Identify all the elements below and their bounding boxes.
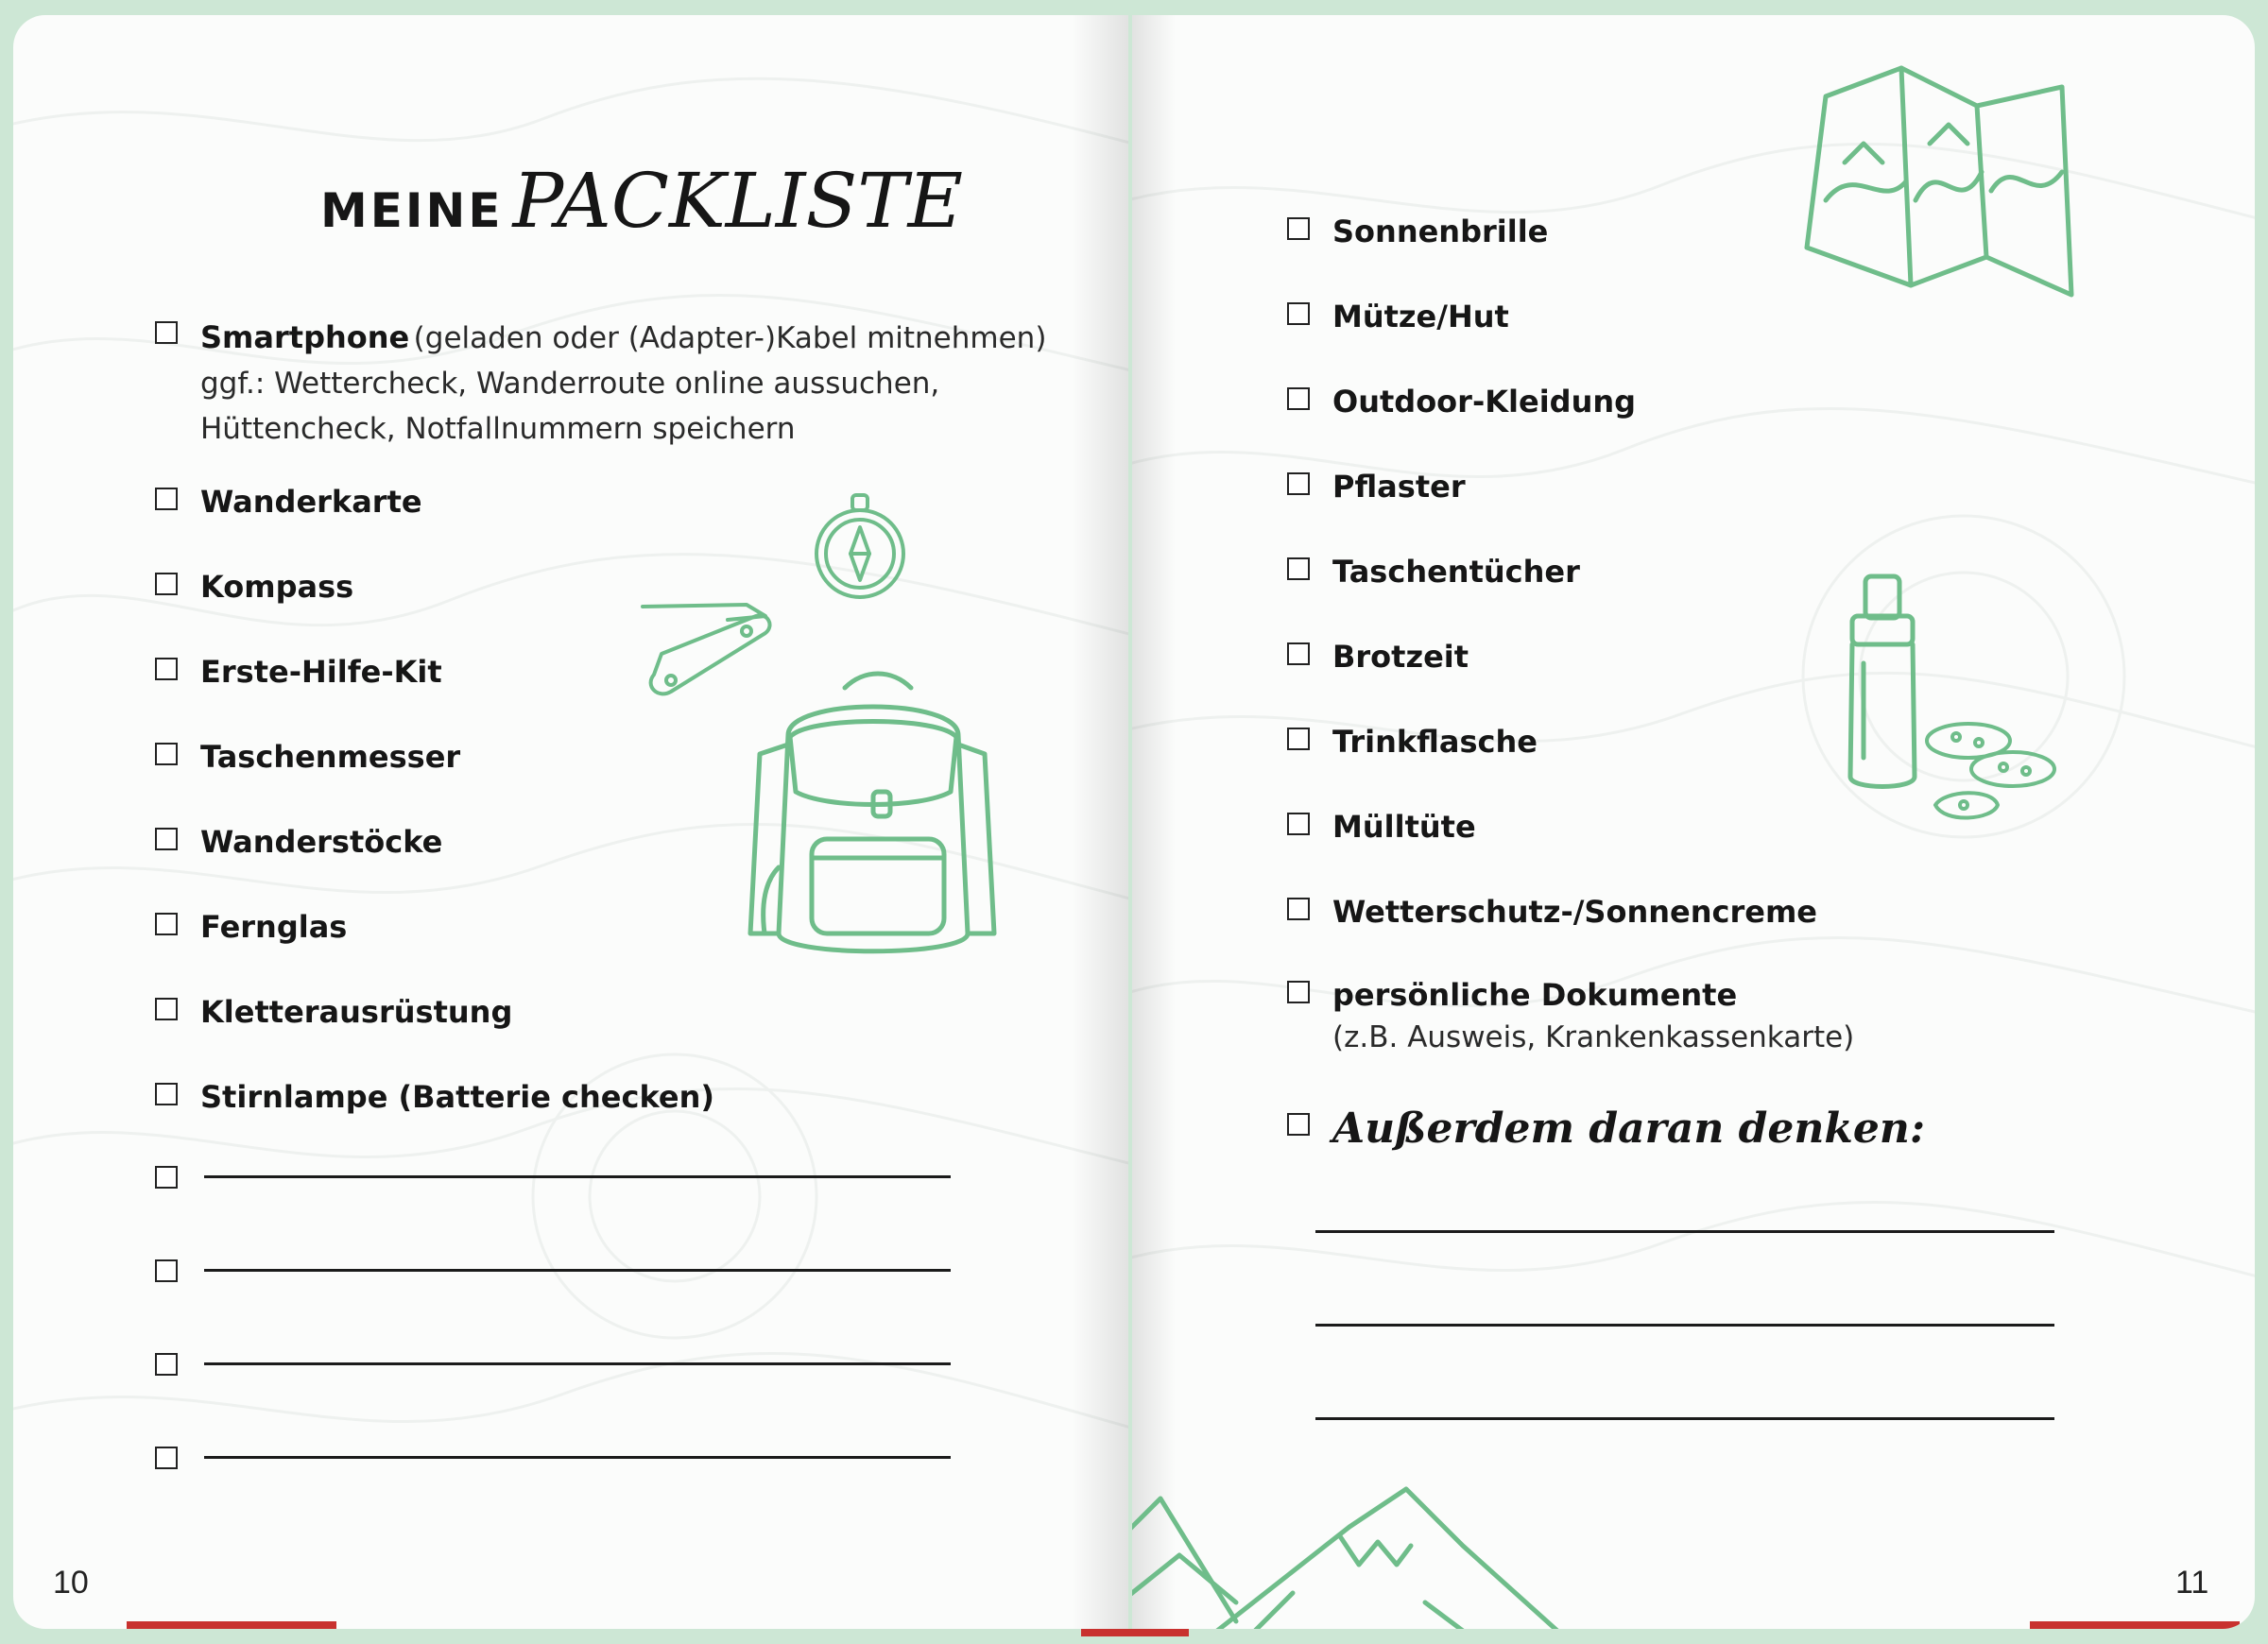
- checklist-item-ausserdem[interactable]: [1287, 1107, 1925, 1151]
- folded-map-icon: [1788, 59, 2109, 323]
- checkbox[interactable]: [155, 998, 178, 1020]
- item-label: Trinkflasche: [1332, 724, 1538, 760]
- write-line[interactable]: [204, 1175, 951, 1178]
- checkbox[interactable]: [1287, 728, 1310, 750]
- title-part-packliste: PACKLISTE: [512, 157, 964, 245]
- item-label: Outdoor-Kleidung: [1332, 384, 1637, 420]
- item-label: Fernglas: [200, 909, 348, 945]
- checkbox[interactable]: [1287, 1113, 1310, 1136]
- item-subtext: (z.B. Ausweis, Krankenkassenkarte): [1332, 1020, 1855, 1054]
- write-line[interactable]: [204, 1269, 951, 1272]
- item-label: Mütze/Hut: [1332, 299, 1509, 334]
- checklist-item-taschenmesser[interactable]: [155, 737, 460, 777]
- checkbox[interactable]: [155, 1083, 178, 1105]
- checkbox[interactable]: [155, 913, 178, 935]
- blank-entry-checkbox[interactable]: [155, 1347, 200, 1376]
- left-page: [13, 15, 1128, 1629]
- write-line[interactable]: [204, 1456, 951, 1459]
- cookies-icon: [1916, 714, 2068, 856]
- title-part-meine: MEINE: [320, 183, 504, 238]
- right-page: [1132, 15, 2255, 1629]
- checkbox[interactable]: [1287, 472, 1310, 495]
- checklist-item-fernglas[interactable]: [155, 907, 347, 947]
- extra-heading: Außerdem daran denken:: [1332, 1105, 1926, 1153]
- item-label: Mülltüte: [1332, 809, 1476, 845]
- item-label: Wanderstöcke: [200, 824, 443, 860]
- write-line[interactable]: [1315, 1230, 2054, 1233]
- item-label: Taschentücher: [1332, 554, 1580, 590]
- blank-entry-checkbox[interactable]: [155, 1254, 200, 1282]
- checklist-item-sonnencreme[interactable]: [1287, 892, 1817, 932]
- page-gutter-shadow: [1132, 15, 1176, 1629]
- checkbox[interactable]: [155, 1447, 178, 1469]
- item-subtext: Hüttencheck, Notfallnummern speichern: [200, 412, 796, 446]
- checklist-item-taschentuecher[interactable]: [1287, 552, 1580, 591]
- checkbox[interactable]: [155, 743, 178, 765]
- checklist-item-sonnenbrille[interactable]: [1287, 212, 1548, 251]
- checklist-item-dokumente[interactable]: [1287, 975, 1854, 1060]
- checklist-item-kompass[interactable]: [155, 567, 353, 607]
- item-label: Smartphone: [200, 319, 410, 355]
- checkbox[interactable]: [155, 658, 178, 680]
- item-label: Taschenmesser: [200, 739, 461, 775]
- checkbox[interactable]: [1287, 813, 1310, 835]
- write-line[interactable]: [1315, 1417, 2054, 1420]
- bookmark-ribbon: [2030, 1621, 2240, 1629]
- checklist-item-outdoor-kleidung[interactable]: [1287, 382, 1636, 421]
- checkbox[interactable]: [155, 1166, 178, 1189]
- checkbox[interactable]: [1287, 387, 1310, 410]
- item-subtext: ggf.: Wettercheck, Wanderroute online aussuchen,: [200, 367, 940, 401]
- checklist-item-kletterausruestung[interactable]: [155, 992, 512, 1032]
- backpack-icon: [731, 650, 1015, 981]
- page-gutter-shadow: [1072, 15, 1128, 1629]
- checklist-item-wanderstoecke[interactable]: [155, 822, 442, 862]
- checkbox[interactable]: [1287, 898, 1310, 920]
- checkbox[interactable]: [1287, 217, 1310, 240]
- item-label: Kletterausrüstung: [200, 994, 513, 1030]
- page-title: [320, 157, 963, 245]
- checkbox[interactable]: [155, 1259, 178, 1282]
- checkbox[interactable]: [1287, 302, 1310, 325]
- item-label: persönliche Dokumente: [1332, 977, 1738, 1013]
- item-label: Erste-Hilfe-Kit: [200, 654, 442, 690]
- checklist-item-erste-hilfe-kit[interactable]: [155, 652, 442, 692]
- blank-entry-checkbox[interactable]: [155, 1160, 200, 1189]
- bookmark-ribbon: [127, 1621, 336, 1629]
- checkbox[interactable]: [155, 573, 178, 595]
- checkbox[interactable]: [1287, 557, 1310, 580]
- item-label: Wanderkarte: [200, 484, 422, 520]
- checkbox[interactable]: [1287, 642, 1310, 665]
- item-label: Pflaster: [1332, 469, 1466, 505]
- blank-entry-checkbox[interactable]: [155, 1441, 200, 1469]
- item-label: Stirnlampe (Batterie checken): [200, 1079, 714, 1115]
- checklist-item-wanderkarte[interactable]: [155, 482, 422, 522]
- checkbox[interactable]: [155, 321, 178, 344]
- write-line[interactable]: [204, 1362, 951, 1365]
- write-line[interactable]: [1315, 1324, 2054, 1327]
- item-label: Wetterschutz-/Sonnencreme: [1332, 894, 1817, 930]
- checklist-item-brotzeit[interactable]: [1287, 637, 1469, 676]
- mountains-icon: [1132, 1451, 1671, 1629]
- checkbox[interactable]: [155, 828, 178, 850]
- checkbox[interactable]: [155, 1353, 178, 1376]
- page-number: 11: [2175, 1565, 2209, 1601]
- checklist-item-smartphone[interactable]: [155, 316, 1046, 452]
- checklist-item-muetze-hut[interactable]: [1287, 297, 1509, 336]
- checklist-item-stirnlampe[interactable]: [155, 1077, 714, 1117]
- item-label: Sonnenbrille: [1332, 214, 1549, 249]
- checklist-item-muelltuete[interactable]: [1287, 807, 1476, 847]
- item-label: Kompass: [200, 569, 354, 605]
- compass-icon: [803, 482, 917, 614]
- checkbox[interactable]: [155, 488, 178, 510]
- checklist-item-trinkflasche[interactable]: [1287, 722, 1538, 762]
- item-note: (geladen oder (Adapter-)Kabel mitnehmen): [413, 321, 1047, 355]
- checklist-item-pflaster[interactable]: [1287, 467, 1466, 506]
- checkbox[interactable]: [1287, 981, 1310, 1003]
- page-number: 10: [53, 1565, 89, 1601]
- item-label: Brotzeit: [1332, 639, 1469, 675]
- center-bookmark-ribbon: [1081, 1629, 1189, 1636]
